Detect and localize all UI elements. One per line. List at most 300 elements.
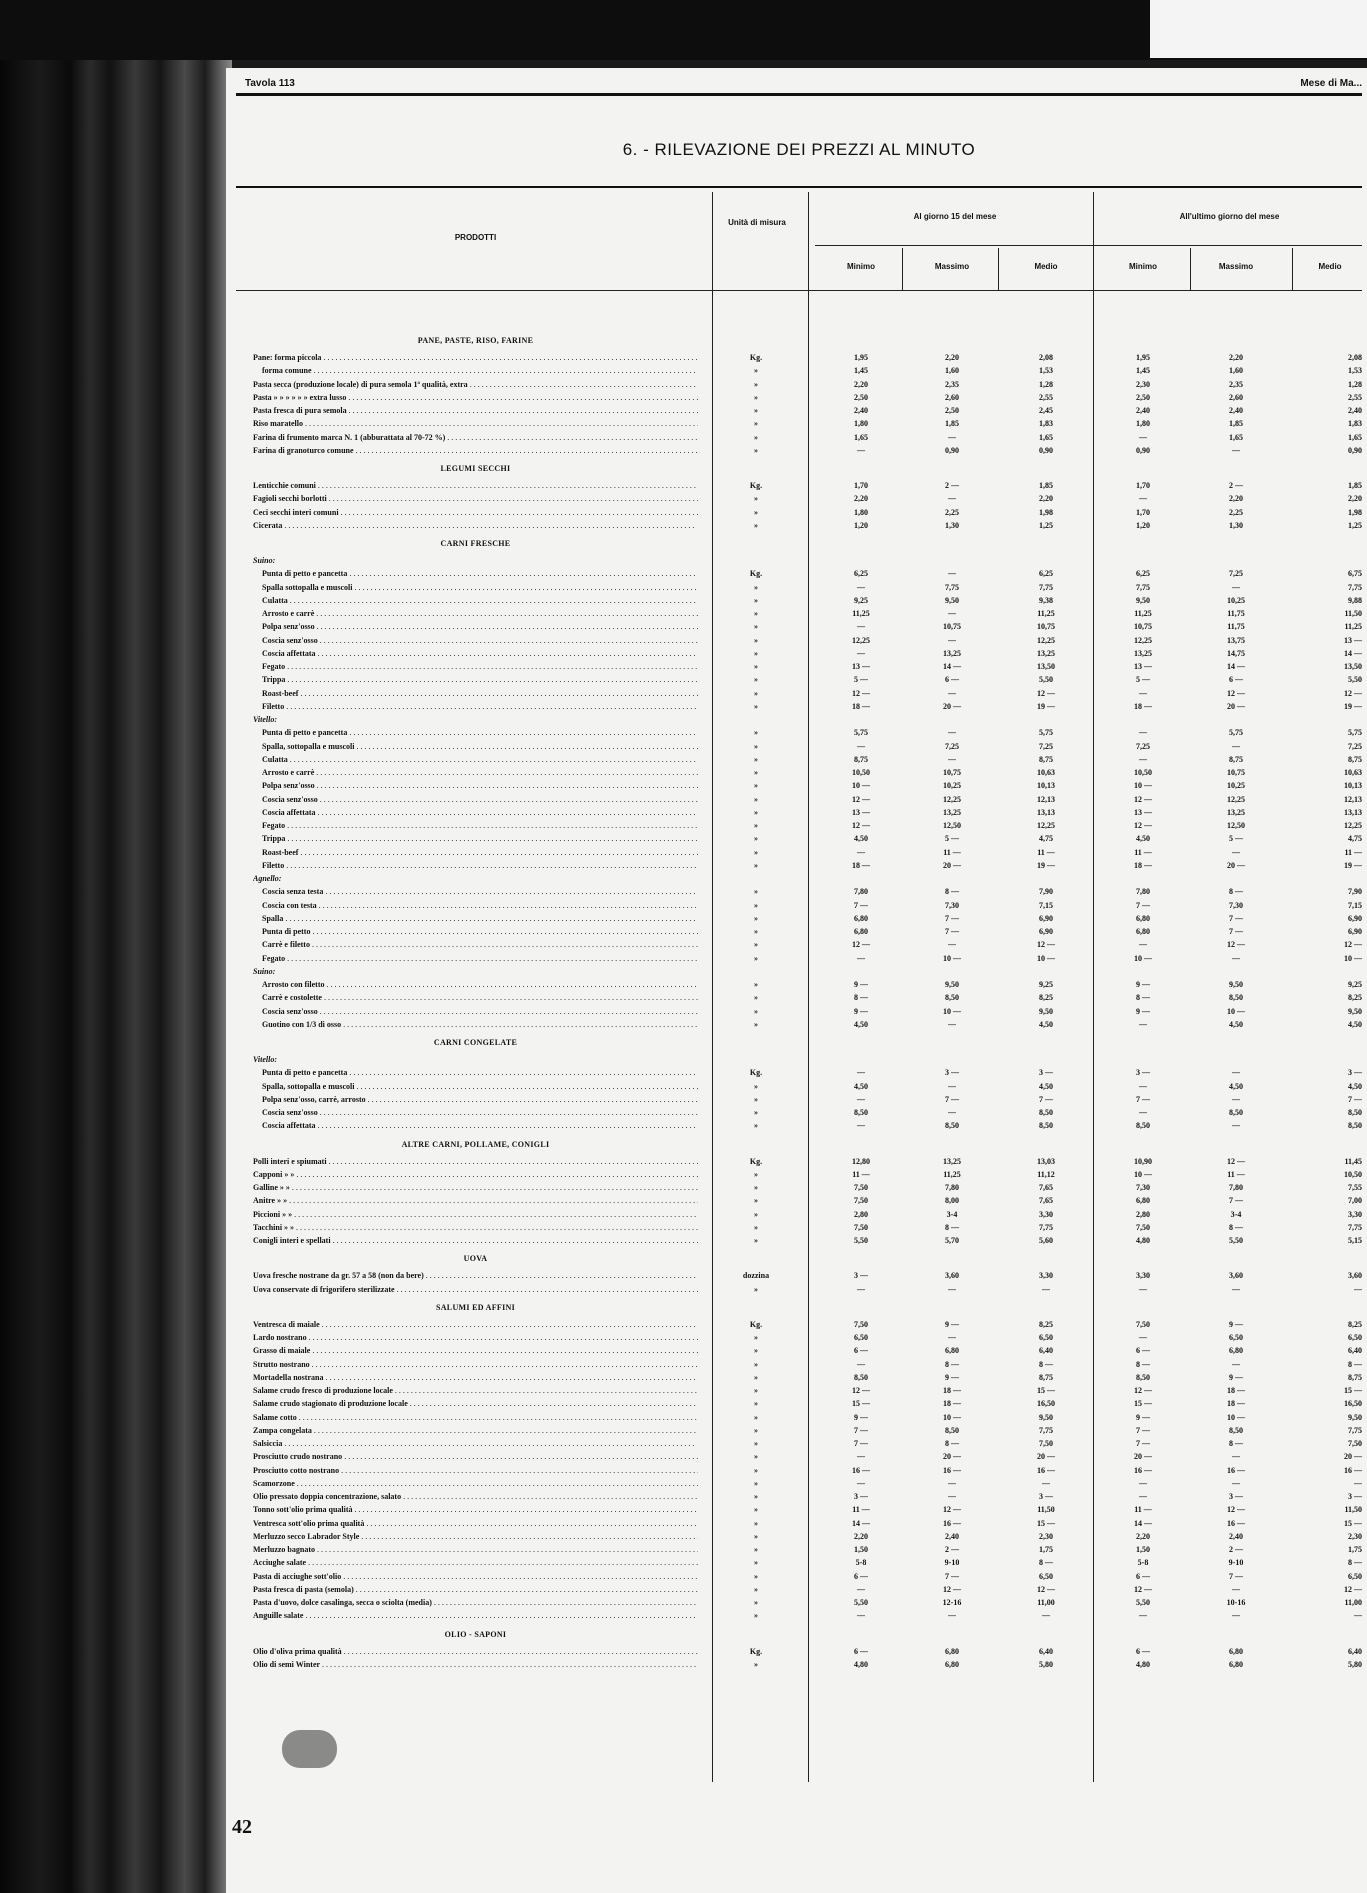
unit-cell: Kg. xyxy=(749,481,763,490)
price-avg-end: 9,25 xyxy=(1348,980,1362,989)
price-max-end: 8,50 xyxy=(1229,1425,1243,1435)
price-max-end: 12,50 xyxy=(1227,821,1245,830)
col-divider xyxy=(808,192,809,1782)
product-name: Farina di frumento marca N. 1 (abburattata al 70-72 %) . . . xyxy=(253,432,698,443)
price-avg-15: 2,20 xyxy=(1039,494,1053,504)
price-avg-end: 7,90 xyxy=(1348,887,1362,897)
section-heading: PANE, PASTE, RISO, FARINE xyxy=(417,336,534,345)
price-min-end: 9 — xyxy=(1136,1412,1150,1422)
price-max-15: 7,80 xyxy=(945,1183,959,1192)
price-min-15: 15 — xyxy=(852,1399,870,1409)
header-max-2: Massimo xyxy=(1218,262,1254,271)
price-avg-15: 12 — xyxy=(1037,940,1055,950)
price-avg-15: 13,13 xyxy=(1037,807,1055,817)
price-avg-end: 20 — xyxy=(1344,1452,1362,1462)
price-avg-end: 11,50 xyxy=(1344,1505,1362,1515)
price-avg-end: — xyxy=(1354,1611,1362,1621)
product-name: Coscia senza testa . . . xyxy=(262,886,698,897)
price-min-15: — xyxy=(857,648,865,658)
product-name: Polpa senz'osso, carrè, arrosto . . . xyxy=(262,1094,698,1105)
price-min-15: 9 — xyxy=(854,1006,868,1016)
price-max-end: 7 — xyxy=(1229,1196,1243,1206)
price-max-15: 16 — xyxy=(943,1518,961,1528)
price-min-15: 1,45 xyxy=(854,366,868,376)
price-max-end: — xyxy=(1232,953,1240,963)
price-min-end: 12 — xyxy=(1134,1584,1152,1594)
price-max-end: 11,75 xyxy=(1227,609,1245,618)
price-avg-15: 19 — xyxy=(1037,701,1055,711)
price-max-15: 8,50 xyxy=(945,1425,959,1435)
unit-cell: » xyxy=(754,1659,758,1669)
unit-cell: Kg. xyxy=(749,569,763,579)
price-max-15: 2,50 xyxy=(945,406,959,415)
price-min-15: 16 — xyxy=(852,1465,870,1475)
price-max-end: 1,85 xyxy=(1229,419,1243,429)
price-avg-15: 6,40 xyxy=(1039,1646,1053,1656)
price-min-15: 5,50 xyxy=(854,1598,868,1607)
price-min-end: 1,95 xyxy=(1136,353,1150,362)
price-avg-end: 5,50 xyxy=(1348,675,1362,685)
price-min-end: 1,70 xyxy=(1136,507,1150,517)
price-min-15: 1,65 xyxy=(854,432,868,442)
price-min-15: 12,25 xyxy=(852,635,870,645)
unit-cell: » xyxy=(754,1558,758,1568)
product-name: Punta di petto e pancetta . . . xyxy=(262,568,698,579)
price-avg-end: 11,00 xyxy=(1344,1598,1362,1607)
price-min-end: — xyxy=(1139,1019,1147,1029)
price-min-end: 11 — xyxy=(1134,1505,1152,1515)
price-max-end: 12 — xyxy=(1227,688,1245,698)
price-avg-end: 2,30 xyxy=(1348,1531,1362,1541)
price-max-15: 5,70 xyxy=(945,1236,959,1245)
price-min-end: 7 — xyxy=(1136,1439,1150,1448)
price-min-15: 7 — xyxy=(854,1439,868,1448)
price-max-15: 7 — xyxy=(945,1094,959,1104)
price-avg-15: 10,13 xyxy=(1037,781,1055,791)
price-max-15: 7,75 xyxy=(945,582,959,592)
product-name: Salame crudo stagionato di produzione locale . . . xyxy=(253,1398,698,1409)
product-name: Prosciutto cotto nostrano . . . xyxy=(253,1465,698,1476)
product-name: Scamorzone . . . xyxy=(253,1478,698,1489)
unit-cell: » xyxy=(754,1531,758,1541)
price-min-15: — xyxy=(857,622,865,632)
price-max-15: 8,50 xyxy=(945,993,959,1003)
unit-cell: » xyxy=(754,1236,758,1245)
price-min-15: 7,50 xyxy=(854,1319,868,1329)
price-min-15: 8 — xyxy=(854,993,868,1003)
price-min-15: 2,20 xyxy=(854,1531,868,1541)
price-max-end: 10,25 xyxy=(1227,781,1245,791)
header-avg-2: Medio xyxy=(1318,262,1342,271)
price-avg-15: 6,50 xyxy=(1039,1571,1053,1581)
product-name: Coscia senz'osso . . . xyxy=(262,794,698,805)
price-min-end: 9,50 xyxy=(1136,595,1150,605)
price-min-15: 5,75 xyxy=(854,728,868,738)
price-avg-end: 6,40 xyxy=(1348,1646,1362,1656)
unit-cell: » xyxy=(754,1094,758,1104)
price-max-end: 4,50 xyxy=(1229,1019,1243,1029)
price-max-15: 14 — xyxy=(943,662,961,671)
price-min-end: 13 — xyxy=(1134,662,1152,671)
price-max-15: 10 — xyxy=(943,953,961,963)
price-max-end: 18 — xyxy=(1227,1399,1245,1409)
section-heading: SALUMI ED AFFINI xyxy=(435,1302,516,1312)
unit-cell: » xyxy=(754,728,758,738)
price-min-15: 1,95 xyxy=(854,353,868,362)
unit-cell: » xyxy=(754,1183,758,1192)
price-avg-end: 7,00 xyxy=(1348,1196,1362,1206)
price-avg-15: 10 — xyxy=(1037,953,1055,963)
price-avg-end: 10 — xyxy=(1344,953,1362,963)
product-name: Fegato . . . xyxy=(262,953,698,964)
product-name: Anitre » » . . . xyxy=(253,1195,698,1206)
price-avg-15: 12,25 xyxy=(1037,821,1055,830)
price-max-end: 2,25 xyxy=(1229,507,1243,517)
price-avg-end: 13 — xyxy=(1344,635,1362,645)
price-max-15: — xyxy=(948,569,956,579)
price-max-end: 7,30 xyxy=(1229,900,1243,910)
price-avg-end: 12 — xyxy=(1344,940,1362,950)
product-name: Roast-beef . . . xyxy=(262,688,698,699)
unit-cell: » xyxy=(754,1399,758,1409)
product-name: Fagioli secchi borlotti . . . xyxy=(253,493,698,504)
price-max-end: 3,60 xyxy=(1229,1271,1243,1281)
header-group-rule xyxy=(815,245,1362,246)
price-min-end: 4,80 xyxy=(1136,1659,1150,1669)
product-name: Culatta . . . xyxy=(262,595,698,606)
product-name: Pane: forma piccola . . . xyxy=(253,352,698,363)
price-avg-15: 8,25 xyxy=(1039,1319,1053,1329)
col-divider xyxy=(1093,192,1094,1782)
price-min-end: 1,80 xyxy=(1136,419,1150,429)
price-avg-end: 1,25 xyxy=(1348,520,1362,530)
price-min-15: 7,50 xyxy=(854,1183,868,1192)
price-avg-end: 1,98 xyxy=(1348,507,1362,517)
price-min-15: — xyxy=(857,1094,865,1104)
price-max-end: 2,60 xyxy=(1229,392,1243,402)
product-name: Punta di petto e pancetta . . . xyxy=(262,727,698,738)
page-number: 42 xyxy=(232,1816,252,1838)
price-avg-end: 7,75 xyxy=(1348,1425,1362,1435)
unit-cell: » xyxy=(754,1169,758,1179)
unit-cell: » xyxy=(754,648,758,658)
price-avg-15: 9,25 xyxy=(1039,980,1053,989)
unit-cell: » xyxy=(754,662,758,671)
price-min-15: — xyxy=(857,1584,865,1594)
price-min-15: — xyxy=(857,1359,865,1369)
product-name: Olio pressato doppia concentrazione, salato . . . xyxy=(253,1491,698,1502)
unit-cell: Kg. xyxy=(749,353,763,362)
price-avg-15: 8,25 xyxy=(1039,993,1053,1003)
price-avg-15: 12 — xyxy=(1037,1584,1055,1594)
price-avg-15: — xyxy=(1042,1284,1050,1294)
price-min-15: 1,80 xyxy=(854,507,868,517)
price-max-15: 18 — xyxy=(943,1386,961,1395)
unit-cell: » xyxy=(754,432,758,442)
price-min-end: 12,25 xyxy=(1134,635,1152,645)
price-avg-15: 7,90 xyxy=(1039,887,1053,897)
price-max-end: 9-10 xyxy=(1228,1558,1244,1568)
price-min-15: 12 — xyxy=(852,1386,870,1395)
section-heading: CARNI CONGELATE xyxy=(433,1038,518,1047)
unit-cell: » xyxy=(754,794,758,804)
price-avg-15: 7,65 xyxy=(1039,1183,1053,1192)
price-max-15: 7,30 xyxy=(945,900,959,910)
price-avg-end: 8,75 xyxy=(1348,1372,1362,1382)
section-heading: LEGUMI SECCHI xyxy=(440,464,511,473)
product-name: Filetto . . . xyxy=(262,860,698,871)
product-name: Arrosto e carrè . . . xyxy=(262,608,698,619)
unit-cell: » xyxy=(754,622,758,632)
price-avg-15: 11,25 xyxy=(1037,609,1055,618)
price-max-end: 9 — xyxy=(1229,1319,1243,1329)
price-max-end: 10,25 xyxy=(1227,595,1245,605)
price-min-end: 6,80 xyxy=(1136,927,1150,936)
product-name: Lardo nostrano . . . xyxy=(253,1332,698,1343)
price-min-end: 7 — xyxy=(1136,900,1150,910)
price-min-15: 13 — xyxy=(852,807,870,817)
price-min-end: — xyxy=(1139,1081,1147,1091)
price-min-end: 12 — xyxy=(1134,821,1152,830)
price-min-15: 10,50 xyxy=(852,768,870,777)
price-avg-15: 5,75 xyxy=(1039,728,1053,738)
product-name: Prosciutto crudo nostrano . . . xyxy=(253,1451,698,1462)
product-name: Spalla, sottopalla e muscoli . . . xyxy=(262,1081,698,1092)
price-avg-15: 15 — xyxy=(1037,1386,1055,1395)
price-max-15: 7 — xyxy=(945,1571,959,1581)
price-avg-end: 7,55 xyxy=(1348,1183,1362,1192)
price-max-end: 13,75 xyxy=(1227,635,1245,645)
unit-cell: » xyxy=(754,635,758,645)
price-avg-end: 8,25 xyxy=(1348,993,1362,1003)
price-avg-15: 13,50 xyxy=(1037,662,1055,671)
price-max-15: 8 — xyxy=(945,1439,959,1448)
price-max-end: — xyxy=(1232,1121,1240,1131)
price-max-15: — xyxy=(948,1492,956,1501)
price-min-15: 7 — xyxy=(854,900,868,910)
price-max-end: 12,25 xyxy=(1227,794,1245,804)
price-max-15: 6,80 xyxy=(945,1346,959,1356)
price-max-15: 2 — xyxy=(945,481,959,490)
price-min-end: 7 — xyxy=(1136,1094,1150,1104)
price-avg-15: 8 — xyxy=(1039,1558,1053,1568)
price-avg-15: 13,25 xyxy=(1037,648,1055,658)
product-name: Coscia senz'osso . . . xyxy=(262,1107,698,1118)
price-max-end: 18 — xyxy=(1227,1386,1245,1395)
price-max-15: 12,50 xyxy=(943,821,961,830)
unit-cell: » xyxy=(754,953,758,963)
price-avg-end: 1,85 xyxy=(1348,481,1362,490)
product-name: Carrè e filetto . . . xyxy=(262,939,698,950)
price-min-end: 6 — xyxy=(1136,1571,1150,1581)
price-avg-end: 9,50 xyxy=(1348,1006,1362,1016)
price-min-15: — xyxy=(857,1452,865,1462)
product-name: Salsiccia . . . xyxy=(253,1438,698,1449)
product-name: Merluzzo secco Labrador Style . . . xyxy=(253,1531,698,1542)
product-name: Uova fresche nostrane da gr. 57 a 58 (non da bere) . . . xyxy=(253,1270,698,1281)
price-min-15: — xyxy=(857,953,865,963)
price-max-end: 4,50 xyxy=(1229,1081,1243,1091)
price-avg-15: 9,50 xyxy=(1039,1412,1053,1422)
price-min-15: 6,80 xyxy=(854,927,868,936)
unit-cell: » xyxy=(754,1333,758,1342)
price-avg-end: 19 — xyxy=(1344,860,1362,870)
price-max-end: 10,75 xyxy=(1227,768,1245,777)
price-min-end: 8 — xyxy=(1136,993,1150,1003)
price-min-15: 5,50 xyxy=(854,1236,868,1245)
header-group-last-day: All'ultimo giorno del mese xyxy=(1179,212,1280,221)
unit-cell: » xyxy=(754,1425,758,1435)
price-max-15: 9 — xyxy=(945,1319,959,1329)
price-min-end: 7,50 xyxy=(1136,1222,1150,1232)
product-name: Punta di petto e pancetta . . . xyxy=(262,1067,698,1078)
price-max-15: 13,25 xyxy=(943,807,961,817)
price-min-end: 6,80 xyxy=(1136,1196,1150,1206)
col-divider xyxy=(1190,248,1191,290)
price-max-end: 5,75 xyxy=(1229,728,1243,738)
unit-cell: » xyxy=(754,366,758,376)
price-max-15: 1,85 xyxy=(945,419,959,429)
price-min-end: 10,50 xyxy=(1134,768,1152,777)
price-min-15: 9 — xyxy=(854,980,868,989)
price-min-end: 5,50 xyxy=(1136,1598,1150,1607)
product-name: Arrosto con filetto . . . xyxy=(262,979,698,990)
price-avg-15: 1,28 xyxy=(1039,379,1053,389)
product-name: Ceci secchi interi comuni . . . xyxy=(253,507,698,518)
unit-cell: » xyxy=(754,419,758,429)
scan-top-white-patch xyxy=(1150,0,1367,58)
price-max-end: — xyxy=(1232,1584,1240,1594)
unit-cell: » xyxy=(754,582,758,592)
price-max-end: 16 — xyxy=(1227,1465,1245,1475)
price-min-15: — xyxy=(857,445,865,455)
price-max-end: 12 — xyxy=(1227,1505,1245,1515)
price-min-end: 10,90 xyxy=(1134,1156,1152,1166)
price-avg-15: 8,50 xyxy=(1039,1108,1053,1117)
price-avg-end: 2,20 xyxy=(1348,494,1362,504)
price-max-end: 10-16 xyxy=(1226,1598,1246,1607)
price-avg-end: 2,08 xyxy=(1348,353,1362,362)
price-avg-15: 6,50 xyxy=(1039,1333,1053,1342)
price-avg-15: 3,30 xyxy=(1039,1209,1053,1219)
price-max-15: 10,75 xyxy=(943,622,961,632)
price-avg-15: 0,90 xyxy=(1039,445,1053,455)
unit-cell: » xyxy=(754,1006,758,1016)
price-avg-15: 3 — xyxy=(1039,1492,1053,1501)
price-avg-15: 7,25 xyxy=(1039,741,1053,751)
price-avg-15: 12 — xyxy=(1037,688,1055,698)
price-avg-15: 12,25 xyxy=(1037,635,1055,645)
price-min-end: 10 — xyxy=(1134,1169,1152,1179)
price-max-end: 7 — xyxy=(1229,913,1243,923)
price-min-end: 7,30 xyxy=(1136,1183,1150,1192)
price-min-15: 1,20 xyxy=(854,520,868,530)
product-name: Zampa congelata . . . xyxy=(253,1425,698,1436)
price-min-15: 18 — xyxy=(852,701,870,711)
unit-cell: » xyxy=(754,1452,758,1462)
unit-cell: » xyxy=(754,741,758,751)
unit-cell: dozzina xyxy=(742,1271,770,1281)
price-avg-end: 8,25 xyxy=(1348,1319,1362,1329)
title-rule xyxy=(236,186,1362,188)
product-name: Farina di granoturco comune . . . xyxy=(253,445,698,456)
price-min-end: 13 — xyxy=(1134,807,1152,817)
price-avg-end: 5,80 xyxy=(1348,1659,1362,1669)
price-avg-end: 10,63 xyxy=(1344,768,1362,777)
product-name: Anguille salate . . . xyxy=(253,1610,698,1621)
price-max-15: 10 — xyxy=(943,1412,961,1422)
price-max-end: 5 — xyxy=(1229,834,1243,844)
price-avg-15: 3,30 xyxy=(1039,1271,1053,1281)
price-min-end: 10 — xyxy=(1134,781,1152,791)
price-avg-end: 7 — xyxy=(1348,1094,1362,1104)
subgroup-label: Suino: xyxy=(253,966,276,976)
price-avg-15: — xyxy=(1042,1611,1050,1621)
price-min-15: 1,80 xyxy=(854,419,868,429)
price-max-15: — xyxy=(948,494,956,504)
price-max-end: 9 — xyxy=(1229,1372,1243,1382)
price-avg-15: 15 — xyxy=(1037,1518,1055,1528)
price-max-15: 7,25 xyxy=(945,741,959,751)
price-min-15: 4,80 xyxy=(854,1659,868,1669)
price-min-15: 6 — xyxy=(854,1571,868,1581)
price-avg-15: 2,55 xyxy=(1039,392,1053,402)
price-min-end: 12 — xyxy=(1134,1386,1152,1395)
price-min-end: 7 — xyxy=(1136,1425,1150,1435)
price-avg-15: 7,75 xyxy=(1039,582,1053,592)
price-max-15: 6 — xyxy=(945,675,959,685)
header-unit: Unità di misura xyxy=(728,218,786,227)
product-name: Pasta fresca di pasta (semola) . . . xyxy=(253,1584,698,1595)
price-avg-end: 9,88 xyxy=(1348,595,1362,605)
price-avg-end: 6,90 xyxy=(1348,913,1362,923)
unit-cell: » xyxy=(754,1196,758,1206)
price-avg-15: 6,90 xyxy=(1039,927,1053,936)
price-avg-end: 7,15 xyxy=(1348,900,1362,910)
price-min-15: 12 — xyxy=(852,688,870,698)
price-max-end: 16 — xyxy=(1227,1518,1245,1528)
unit-cell: » xyxy=(754,1121,758,1131)
price-avg-end: 4,50 xyxy=(1348,1081,1362,1091)
price-avg-end: 11,25 xyxy=(1344,622,1362,632)
price-avg-15: 8 — xyxy=(1039,1359,1053,1369)
price-max-end: 14 — xyxy=(1227,662,1245,671)
price-max-15: — xyxy=(948,432,956,442)
price-min-15: 13 — xyxy=(852,662,870,671)
price-max-15: 3-4 xyxy=(946,1209,958,1219)
price-min-end: 0,90 xyxy=(1136,445,1150,455)
price-avg-15: 6,25 xyxy=(1039,569,1053,579)
price-avg-end: 11,50 xyxy=(1344,609,1362,618)
price-min-end: 13,25 xyxy=(1134,648,1152,658)
unit-cell: » xyxy=(754,688,758,698)
price-avg-end: 1,75 xyxy=(1348,1545,1362,1554)
price-avg-15: 1,85 xyxy=(1039,481,1053,490)
price-max-15: 5 — xyxy=(945,834,959,844)
price-max-end: 10 — xyxy=(1227,1006,1245,1016)
price-avg-end: 6,50 xyxy=(1348,1571,1362,1581)
product-name: Salame cotto . . . xyxy=(253,1412,698,1423)
price-min-end: — xyxy=(1139,432,1147,442)
price-min-15: 4,50 xyxy=(854,1019,868,1029)
price-avg-end: 13,13 xyxy=(1344,807,1362,817)
price-min-end: — xyxy=(1139,1284,1147,1294)
price-avg-end: 6,50 xyxy=(1348,1333,1362,1342)
unit-cell: » xyxy=(754,392,758,402)
price-min-end: 4,50 xyxy=(1136,834,1150,844)
price-max-15: 1,30 xyxy=(945,520,959,530)
product-name: Trippa . . . xyxy=(262,674,698,685)
